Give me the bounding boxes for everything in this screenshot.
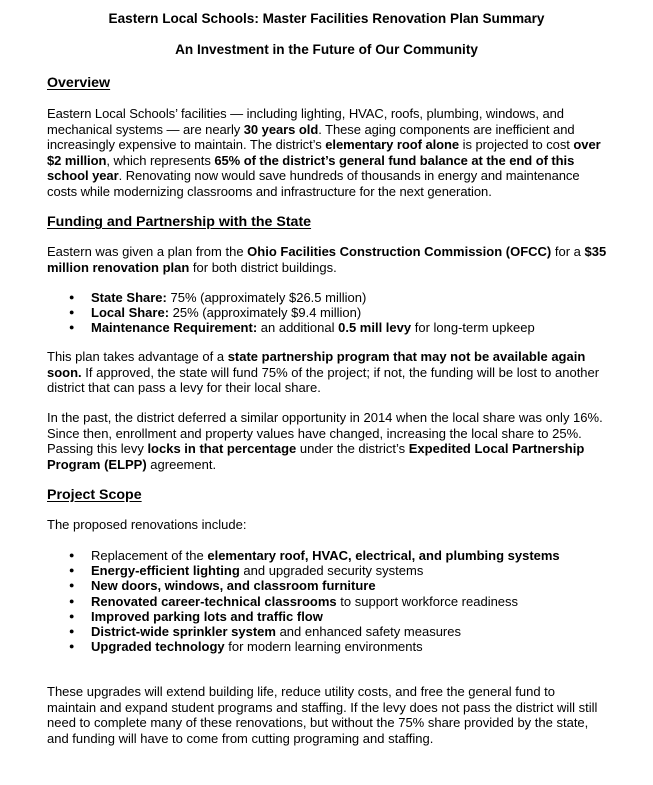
funding-p1-text-3: for both district buildings.: [189, 259, 337, 275]
funding-p1-text-1: Eastern was given a plan from the: [47, 244, 248, 259]
scope-bullet-list: [47, 548, 607, 654]
funding-p3-text-2: under the district’s: [296, 441, 409, 456]
funding-paragraph-2: [47, 349, 607, 396]
document-title: Eastern Local Schools: Master Facilities Renovation Plan Summary: [108, 11, 545, 26]
bullet-text-post: to support workforce readiness: [336, 593, 519, 609]
list-item: [47, 578, 607, 593]
bullet-bold: Improved parking lots and traffic flow: [91, 608, 323, 624]
bullet-bold: elementary roof, HVAC, electrical, and plumbing systems: [207, 548, 560, 563]
funding-p1-bold-plan: $35 million renovation plan: [47, 244, 607, 275]
list-item: [47, 609, 607, 624]
list-item: [47, 305, 607, 320]
bullet-text-post: and upgraded security systems: [239, 563, 424, 579]
funding-paragraph-3: [47, 410, 607, 472]
overview-text-5: . Renovating now would save hundreds of thousands in energy and maintenance costs while modernizing classrooms and infrastructure for the next generation.: [47, 168, 580, 199]
scope-intro: The proposed renovations include:: [47, 517, 247, 532]
overview-heading: Overview: [47, 75, 111, 91]
bullet-text: 75% (approximately $26.5 million): [166, 290, 367, 305]
overview-text-4: , which represents: [106, 152, 215, 168]
overview-text-2: . These aging components are inefficient and increasingly expensive to maintain. The district’s: [47, 121, 575, 152]
bullet-text-post: for modern learning environments: [224, 639, 423, 655]
list-item: [47, 594, 607, 609]
list-item: [47, 624, 607, 639]
list-item: [47, 563, 607, 578]
funding-p3-text-1: In the past, the district deferred a similar opportunity in 2014 when the local share was only 16%. Since then, enrollment and property values have changed, increasing the local share to 25%. Passing this levy: [47, 410, 603, 456]
overview-text-3: is projected to cost: [459, 137, 574, 152]
funding-p3-bold-lock: locks in that percentage: [147, 441, 297, 456]
funding-p2-bold: state partnership program that may not be available again soon.: [47, 349, 586, 380]
bullet-bold: Upgraded technology: [91, 639, 225, 655]
bullet-text: an additional: [257, 320, 339, 336]
bullet-bold: Renovated career-technical classrooms: [91, 593, 337, 609]
scope-heading: Project Scope: [47, 487, 142, 503]
funding-p3-bold-elpp: Expedited Local Partnership Program (ELPP): [47, 441, 585, 472]
overview-bold-percent: 65% of the district’s general fund balance at the end of this school year: [47, 152, 575, 183]
scope-closing-paragraph: These upgrades will extend building life, reduce utility costs, and free the general fund to maintain and expand student programs and staffing. If the levy does not pass the district will still need to complete many of these renovations, but without the 75% share provided by the state, and funding will have to come from cutting programing and staffing.: [47, 684, 598, 746]
overview-bold-age: 30 years old: [243, 121, 319, 137]
document-subtitle: An Investment in the Future of Our Community: [175, 42, 478, 57]
list-item: [47, 320, 607, 335]
bullet-text-pre: Replacement of the: [91, 548, 208, 563]
list-item: [47, 290, 607, 305]
overview-bold-roof: elementary roof alone: [325, 137, 460, 152]
bullet-text-post: and enhanced safety measures: [275, 624, 461, 640]
bullet-bold: New doors, windows, and classroom furniture: [91, 578, 376, 594]
bullet-bold: Maintenance Requirement:: [91, 320, 258, 336]
list-item: [47, 639, 607, 654]
list-item: [47, 548, 607, 563]
overview-bold-cost: over $2 million: [47, 137, 601, 168]
funding-heading: Funding and Partnership with the State: [47, 214, 312, 230]
funding-p1-bold-ofcc: Ohio Facilities Construction Commission (OFCC): [247, 244, 552, 259]
bullet-bold: Energy-efficient lighting: [91, 563, 240, 579]
funding-p3-text-3: agreement.: [146, 456, 217, 472]
bullet-text: 25% (approximately $9.4 million): [169, 305, 362, 321]
overview-paragraph: [47, 106, 607, 199]
funding-p2-text-1: This plan takes advantage of a: [47, 349, 228, 364]
bullet-bold: District-wide sprinkler system: [91, 624, 276, 640]
funding-bullet-list: [47, 290, 607, 336]
bullet-text-2: for long-term upkeep: [411, 320, 535, 336]
bullet-bold: State Share:: [91, 290, 167, 305]
funding-paragraph-1: [47, 244, 607, 275]
funding-p1-text-2: for a: [551, 244, 585, 259]
funding-p2-text-2: If approved, the state will fund 75% of the project; if not, the funding will be lost to another district that can pass a levy for their local share.: [47, 364, 600, 395]
bullet-bold: Local Share:: [91, 305, 170, 321]
bullet-bold-2: 0.5 mill levy: [338, 320, 412, 336]
overview-text-1: Eastern Local Schools’ facilities — including lighting, HVAC, roofs, plumbing, windows, and mechanical systems — are nearly: [47, 106, 564, 137]
